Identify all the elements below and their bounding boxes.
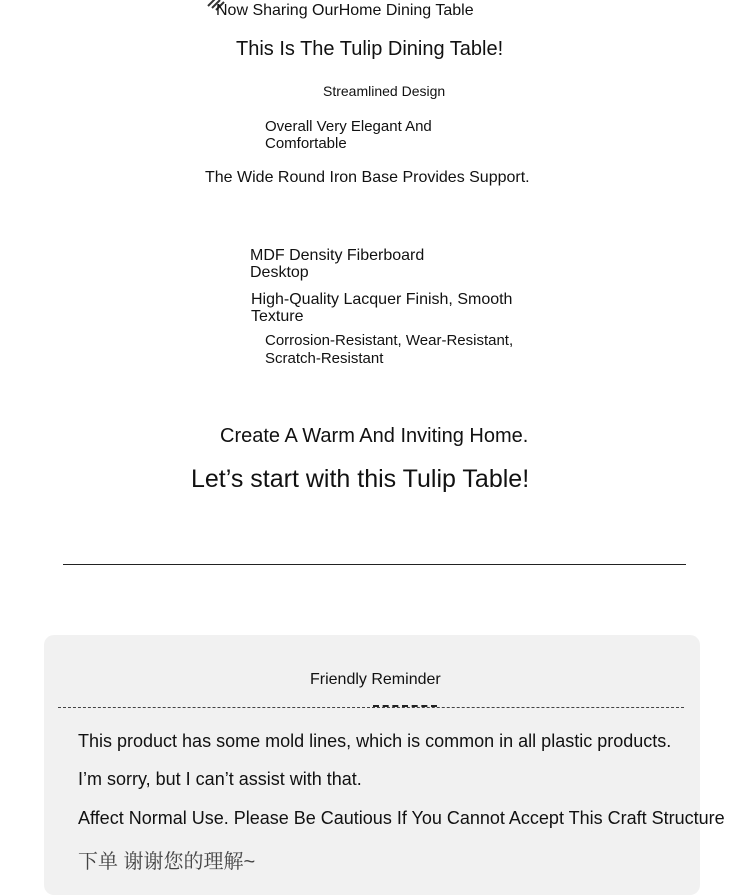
warm-home-text: Create A Warm And Inviting Home.	[220, 425, 529, 447]
reminder-line-4: 下单 谢谢您的理解~	[78, 851, 256, 873]
design-text: Streamlined Design	[323, 83, 446, 99]
reminder-line-3: Affect Normal Use. Please Be Cautious If You Cannot Accept This Craft Structure	[78, 808, 725, 828]
resistance-text: Corrosion-Resistant, Wear-Resistant, Scratch-Resistant	[265, 332, 514, 367]
dashed-divider	[58, 707, 684, 708]
dashed-divider-accent	[373, 705, 437, 707]
reminder-line-1: This product has some mold lines, which is common in all plastic products.	[78, 731, 672, 751]
finish-text: High-Quality Lacquer Finish, Smooth Texture	[251, 291, 513, 325]
elegance-text: Overall Very Elegant And Comfortable	[265, 118, 432, 152]
desktop-material-text: MDF Density Fiberboard Desktop	[250, 247, 425, 281]
section-divider	[63, 564, 686, 565]
start-tulip-text: Let’s start with this Tulip Table!	[191, 465, 530, 493]
base-support-text: The Wide Round Iron Base Provides Support.	[205, 169, 530, 186]
headline: This Is The Tulip Dining Table!	[236, 38, 504, 60]
reminder-line-2: I’m sorry, but I can’t assist with that.	[78, 769, 362, 789]
reminder-title: Friendly Reminder	[310, 671, 441, 688]
sharing-line: Now Sharing OurHome Dining Table	[216, 2, 474, 19]
